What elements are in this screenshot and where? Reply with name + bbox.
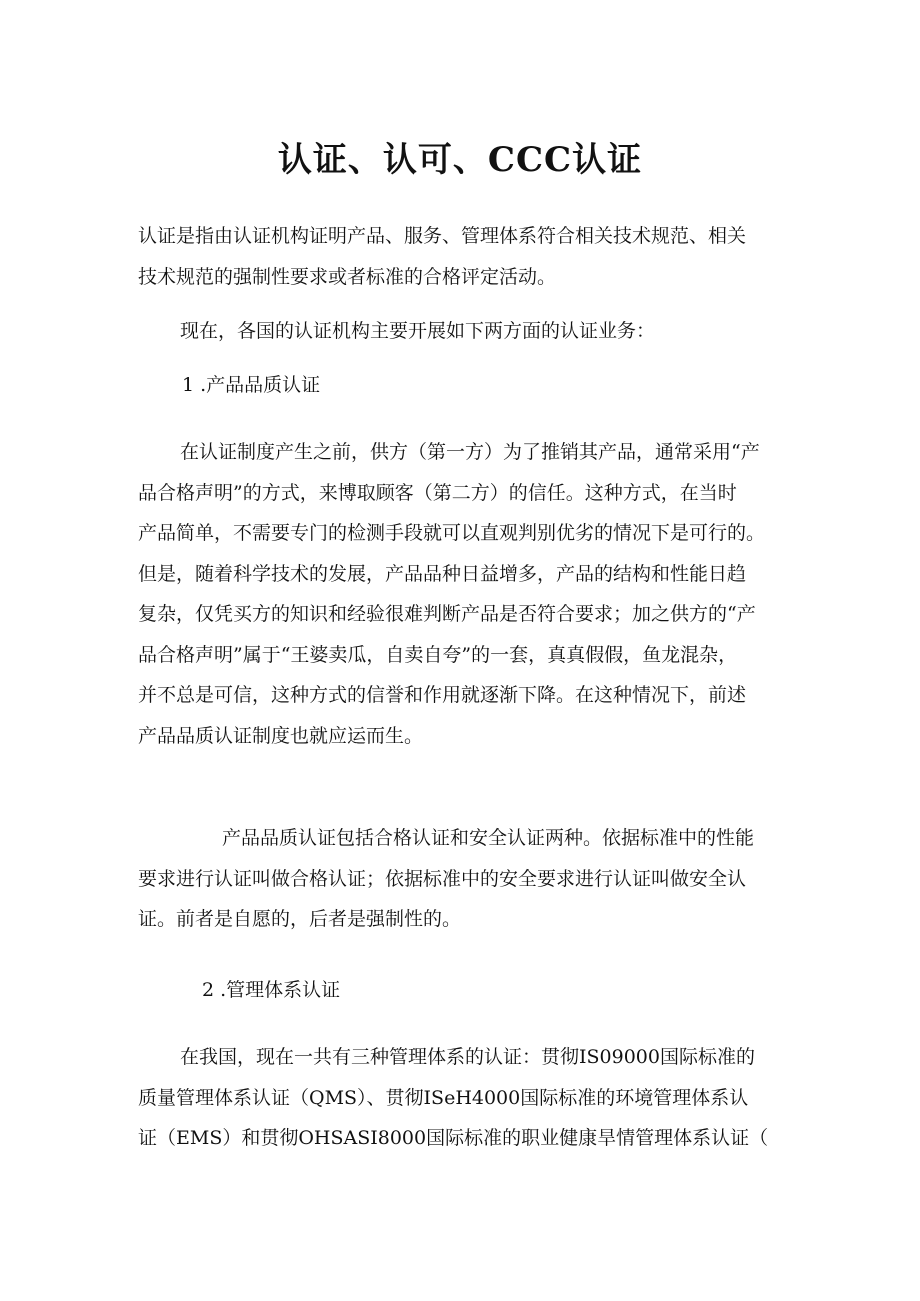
- s1p1-line-8: 产品品质认证制度也就应运而生。: [138, 724, 424, 747]
- section-2-paragraph-1: [138, 1037, 798, 1159]
- s1p1-line-1: 在认证制度产生之前，供方（第一方）为了推销其产品，通常采用“产: [180, 441, 760, 463]
- overview-line-1: 现在，各国的认证机构主要开展如下两方面的认证业务：: [180, 320, 656, 342]
- section-1-paragraph-1: [138, 432, 798, 756]
- section-2-heading: 2 .管理体系认证: [202, 979, 341, 1001]
- s1p2-line-3: 证。前者是自愿的，后者是强制性的。: [138, 908, 462, 930]
- overview-paragraph: [138, 311, 798, 352]
- s1p1-line-6: 品合格声明”属于“王婆卖瓜，自卖自夸”的一套，真真假假，鱼龙混杂，: [138, 643, 738, 666]
- document-title: 认证、认可、CCC认证: [277, 140, 643, 180]
- intro-line-1: 认证是指由认证机构证明产品、服务、管理体系符合相关技术规范、相关: [138, 225, 747, 247]
- intro-paragraph: [138, 216, 798, 297]
- s2p1-line-3: 证（EMS）和贯彻OHSASI8000国际标准的职业健康旱情管理体系认证（: [138, 1127, 769, 1149]
- s1p1-line-3: 产品简单，不需要专门的检测手段就可以直观判别优劣的情况下是可行的。: [138, 522, 766, 544]
- s1p1-line-4: 但是，随着科学技术的发展，产品品种日益增多，产品的结构和性能日趋: [138, 562, 747, 585]
- s1p2-line-1: 产品品质认证包括合格认证和安全认证两种。依据标准中的性能: [222, 827, 755, 849]
- section-1-paragraph-2: [138, 818, 798, 940]
- intro-line-2: 技术规范的强制性要求或者标准的合格评定活动。: [138, 265, 557, 288]
- s1p2-line-2: 要求进行认证叫做合格认证；依据标准中的安全要求进行认证叫做安全认: [138, 867, 747, 890]
- s1p1-line-2: 品合格声明”的方式，来博取顾客（第二方）的信任。这种方式，在当时: [138, 481, 737, 504]
- section-1-heading: 1 .产品品质认证: [182, 374, 321, 396]
- s2p1-line-2: 质量管理体系认证（QMS）、贯彻ISeH4000国际标准的环境管理体系认: [138, 1086, 749, 1109]
- s1p1-line-7: 并不总是可信，这种方式的信誉和作用就逐渐下降。在这种情况下，前述: [138, 684, 747, 706]
- s1p1-line-5: 复杂，仅凭买方的知识和经验很难判断产品是否符合要求；加之供方的“产: [138, 603, 756, 625]
- s2p1-line-1: 在我国，现在一共有三种管理体系的认证：贯彻IS09000国际标准的: [180, 1046, 755, 1068]
